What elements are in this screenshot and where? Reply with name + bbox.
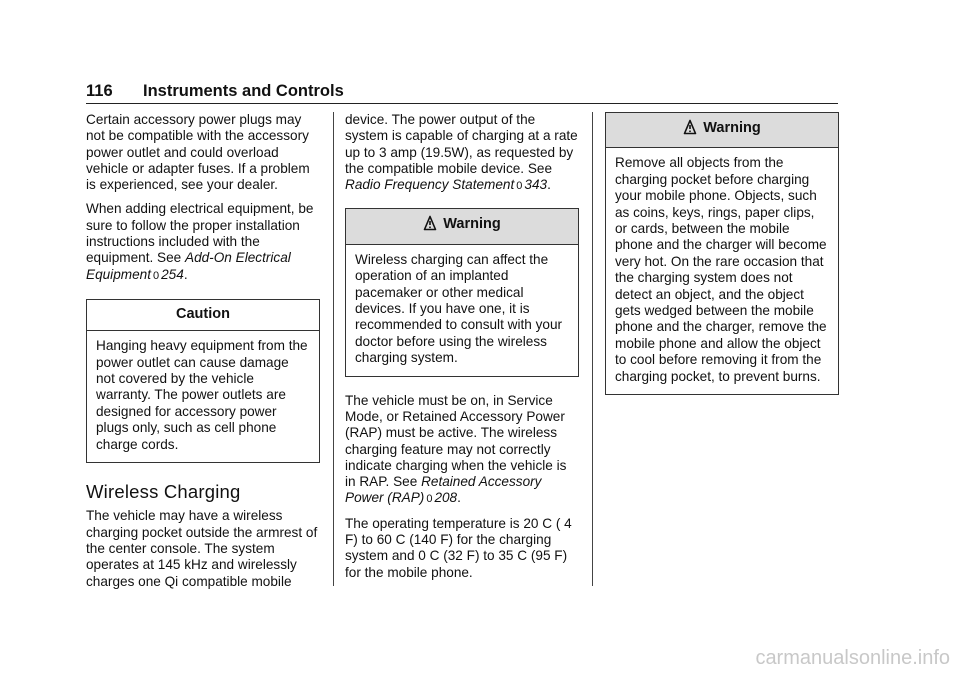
paragraph-electrical-equipment: When adding electrical equipment, be sure to follow the proper installation instructions included with the equipment. See Add-On Electrical Equipment 0 254.	[86, 201, 314, 282]
cross-reference-link[interactable]: Radio Frequency Statement	[345, 177, 515, 193]
warning-title: Warning	[346, 209, 578, 244]
column-3	[605, 112, 839, 395]
page-ref-number[interactable]: 343	[524, 177, 548, 193]
column-2	[345, 112, 579, 589]
warning-triangle-icon	[683, 119, 697, 139]
warning-body: Remove all objects from the charging pocket before charging your mobile phone. Objects, such as coins, keys, rings, paper clips, or cards, between the mobile phone and the charger will become very hot. On the rare occasion that the charging system does not detect an object, and the object gets wedged between the mobile phone and the charger, remove the mobile phone and allow the object to cool before removing it from the charging pocket, to prevent burns.	[615, 155, 827, 384]
column-divider-1	[333, 112, 334, 586]
page-ref-number[interactable]: 208	[434, 490, 458, 506]
warning-triangle-icon	[423, 215, 437, 235]
section-title: Wireless Charging	[86, 481, 241, 503]
warning-box-objects	[605, 112, 839, 395]
page-ref-arrow: 0	[516, 180, 523, 193]
chapter-title: Instruments and Controls	[143, 82, 344, 100]
cross-reference-link[interactable]: Retained Accessory Power (RAP)	[345, 474, 542, 506]
page-ref-arrow: 0	[153, 269, 160, 282]
page-ref-number[interactable]: 254	[161, 266, 184, 282]
caution-box	[86, 299, 320, 463]
watermark: carmanualsonline.info	[755, 647, 950, 669]
warning-box-pacemaker	[345, 208, 579, 376]
page-number: 116	[86, 82, 113, 100]
page-ref-arrow: 0	[426, 493, 433, 506]
caution-body: Hanging heavy equipment from the power outlet can cause damage not covered by the vehicle warranty. The power outlets are designed for accessory power plugs only, such as cell phone charge cords.	[96, 338, 308, 452]
paragraph-plug-compatibility: Certain accessory power plugs may not be compatible with the accessory power outlet and could overload vehicle or adapter fuses. If a problem is experienced, see your dealer.	[86, 112, 310, 193]
paragraph-wireless-intro: The vehicle may have a wireless charging pocket outside the armrest of the center console. The system operates at 145 kHz and wirelessly charges one Qi compatible mobile	[86, 508, 318, 589]
cross-reference-link[interactable]: Add-On Electrical Equipment	[86, 250, 291, 282]
paragraph-power-output: device. The power output of the system is capable of charging at a rate up to 3 amp (19.5W), as requested by the compatible mobile device. See Radio Frequency Statement 0 343.	[345, 112, 578, 193]
warning-body: Wireless charging can affect the operation of an implanted pacemaker or other medical devices. If you have one, it is recommended to consult with your doctor before using the wireless charging system.	[355, 251, 563, 366]
paragraph-operating-temperature: The operating temperature is 20 C ( 4 F) to 60 C (140 F) for the charging system and 0 C (32 F) to 35 C (95 F) for the mobile phone.	[345, 515, 572, 580]
column-divider-2	[592, 112, 593, 586]
paragraph-rap: The vehicle must be on, in Service Mode, or Retained Accessory Power (RAP) must be active. The wireless charging feature may not correctly indicate charging when the vehicle is in RAP. See Retained Accessory Power (RAP) 0 208.	[345, 392, 567, 506]
column-1	[86, 112, 320, 598]
caution-title: Caution	[87, 300, 319, 331]
page-header	[86, 82, 838, 104]
warning-title: Warning	[606, 113, 838, 148]
